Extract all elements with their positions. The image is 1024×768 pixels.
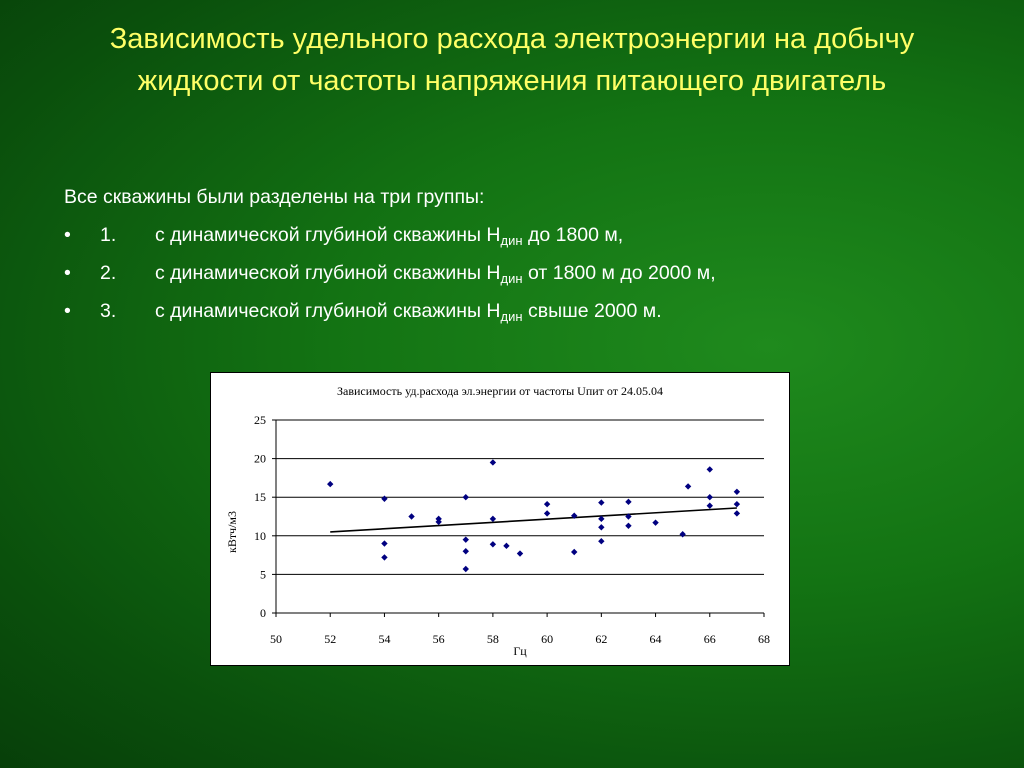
bullet-marker: • <box>64 224 71 246</box>
data-points <box>327 459 740 572</box>
data-point <box>679 531 685 537</box>
data-point <box>463 548 469 554</box>
x-tick-label: 52 <box>324 632 337 646</box>
data-point <box>598 524 604 530</box>
data-point <box>707 494 713 500</box>
x-tick-label: 68 <box>758 632 770 646</box>
x-tick-label: 62 <box>595 632 608 646</box>
item-text: с динамической глубиной скважины $Н_{дин}$ от 1800 м до 2000 м, <box>155 262 716 286</box>
y-tick-label: 25 <box>254 413 266 427</box>
data-point <box>598 499 604 505</box>
data-point <box>707 502 713 508</box>
axes <box>254 413 770 646</box>
data-point <box>544 510 550 516</box>
x-tick-label: 50 <box>270 632 282 646</box>
data-point <box>490 459 496 465</box>
data-point <box>734 489 740 495</box>
data-point <box>408 513 414 519</box>
item-text: с динамической глубиной скважины $Н_{дин}$ до 1800 м, <box>155 224 624 248</box>
y-tick-label: 0 <box>260 606 266 620</box>
x-tick-label: 56 <box>432 632 445 646</box>
x-tick-label: 66 <box>703 632 716 646</box>
data-point <box>598 538 604 544</box>
data-point <box>490 516 496 522</box>
data-point <box>625 499 631 505</box>
data-point <box>327 481 333 487</box>
data-point <box>652 519 658 525</box>
data-point <box>463 494 469 500</box>
x-tick-label: 60 <box>541 632 554 646</box>
y-axis-label: кВтч/м3 <box>225 510 239 554</box>
data-point <box>685 483 691 489</box>
data-point <box>490 541 496 547</box>
data-point <box>381 554 387 560</box>
bullet-marker: • <box>64 300 71 322</box>
data-point <box>463 566 469 572</box>
x-axis-label: Гц <box>513 644 527 658</box>
scatter-chart <box>210 372 790 666</box>
data-point <box>734 501 740 507</box>
y-tick-label: 20 <box>254 451 266 466</box>
item-text: с динамической глубиной скважины $Н_{дин}$ свыше 2000 м. <box>155 300 662 324</box>
slide-title: Зависимость удельного расхода электроэнергии на добычу жидкости от частоты напряжения питающего двигатель <box>109 23 915 97</box>
data-point <box>734 510 740 516</box>
item-number: 1. <box>100 224 117 246</box>
chart-svg <box>211 373 789 665</box>
chart-title: Зависимость уд.расхода эл.энергии от частоты Uпит от 24.05.04 <box>336 384 664 398</box>
intro-text: Все скважины были разделены на три группы: <box>64 186 485 208</box>
data-point <box>625 523 631 529</box>
data-point <box>571 549 577 555</box>
grid-lines <box>276 420 764 613</box>
item-number: 3. <box>100 300 117 322</box>
bullet-marker: • <box>64 262 71 284</box>
trendline <box>330 508 737 532</box>
data-point <box>381 496 387 502</box>
y-tick-label: 5 <box>260 567 266 582</box>
y-tick-label: 15 <box>254 490 266 505</box>
x-tick-label: 54 <box>378 632 391 646</box>
trend-line <box>330 508 737 532</box>
data-point <box>381 540 387 546</box>
x-tick-label: 64 <box>649 632 662 646</box>
data-point <box>503 543 509 549</box>
data-point <box>463 536 469 542</box>
data-point <box>544 501 550 507</box>
x-tick-label: 58 <box>486 632 499 646</box>
data-point <box>517 550 523 556</box>
data-point <box>707 466 713 472</box>
item-number: 2. <box>100 262 117 284</box>
y-tick-label: 10 <box>254 528 266 543</box>
